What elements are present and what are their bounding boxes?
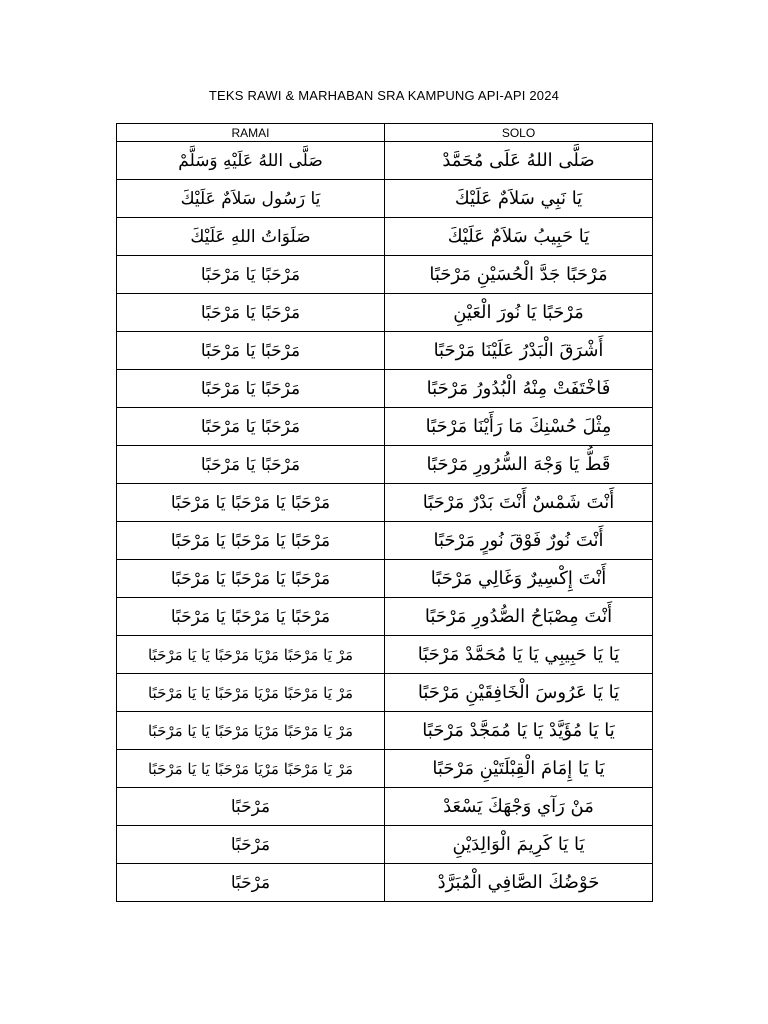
ramai-cell: مَرْحَبًا — [117, 788, 385, 826]
table-row — [117, 218, 653, 256]
ramai-cell: مَرْحَبًا يَا مَرْحَبًا يَا مَرْحَبًا — [117, 598, 385, 636]
document-title: TEKS RAWI & MARHABAN SRA KAMPUNG API-API 2024 — [208, 88, 560, 103]
solo-cell: مِثْلَ حُسْنِكَ مَا رَأَيْنَا مَرْحَبًا — [385, 408, 653, 446]
ramai-cell: مَرْحَبًا يَا مَرْحَبًا — [117, 332, 385, 370]
ramai-cell: مَرْحَبًا يَا مَرْحَبًا يَا مَرْحَبًا — [117, 484, 385, 522]
ramai-cell: مَرْحَبًا — [117, 826, 385, 864]
header-solo: SOLO — [385, 124, 653, 142]
ramai-cell: مَرْ يَا مَرْحَبًا مَرْيَا مَرْحَبًا يَا يَا مَرْحَبًا — [117, 636, 385, 674]
table-row — [117, 256, 653, 294]
solo-cell: يَا يَا حَبِيبِي يَا يَا مُحَمَّدْ مَرْحَبًا — [385, 636, 653, 674]
ramai-cell: يَا رَسُول سَلاَمٌ عَلَيْكَ — [117, 180, 385, 218]
table-row — [117, 408, 653, 446]
solo-cell: مَنْ رَآي وَجْهَكَ يَسْعَدْ — [385, 788, 653, 826]
table-header-row — [117, 124, 653, 142]
table-row — [117, 180, 653, 218]
table-row — [117, 598, 653, 636]
table-row — [117, 560, 653, 598]
lyrics-table — [116, 123, 653, 902]
solo-cell: يَا يَا إِمَامَ الْقِبْلَتَيْنِ مَرْحَبًا — [385, 750, 653, 788]
ramai-cell: مَرْحَبًا يَا مَرْحَبًا — [117, 370, 385, 408]
table-row — [117, 294, 653, 332]
table-row — [117, 636, 653, 674]
solo-cell: أَنْتَ مِصْبَاحُ الصُّدُورِ مَرْحَبًا — [385, 598, 653, 636]
solo-cell: صَلَّى اللهُ عَلَى مُحَمَّدْ — [385, 142, 653, 180]
ramai-cell: مَرْحَبًا يَا مَرْحَبًا يَا مَرْحَبًا — [117, 560, 385, 598]
solo-cell: أَنْتَ نُورٌ فَوْقَ نُورٍ مَرْحَبًا — [385, 522, 653, 560]
header-ramai: RAMAI — [117, 124, 385, 142]
ramai-cell: مَرْحَبًا يَا مَرْحَبًا — [117, 256, 385, 294]
ramai-cell: مَرْحَبًا يَا مَرْحَبًا يَا مَرْحَبًا — [117, 522, 385, 560]
solo-cell: حَوْضُكَ الصَّافِي الْمُبَرَّدْ — [385, 864, 653, 902]
ramai-cell: مَرْ يَا مَرْحَبًا مَرْيَا مَرْحَبًا يَا يَا مَرْحَبًا — [117, 750, 385, 788]
table-row — [117, 712, 653, 750]
table-row — [117, 142, 653, 180]
ramai-cell: صَلَّى اللهُ عَلَيْهِ وَسَلَّمْ — [117, 142, 385, 180]
ramai-cell: مَرْ يَا مَرْحَبًا مَرْيَا مَرْحَبًا يَا يَا مَرْحَبًا — [117, 674, 385, 712]
solo-cell: مَرْحَبًا جَدَّ الْحُسَيْنِ مَرْحَبًا — [385, 256, 653, 294]
solo-cell: يَا يَا عَرُوسَ الْخَافِقَيْنِ مَرْحَبًا — [385, 674, 653, 712]
solo-cell: يَا يَا مُؤَيَّدْ يَا يَا مُمَجَّدْ مَرْحَبًا — [385, 712, 653, 750]
table-row — [117, 826, 653, 864]
table-row — [117, 370, 653, 408]
solo-cell: فَاخْتَفَتْ مِنْهُ الْبُدُورُ مَرْحَبًا — [385, 370, 653, 408]
table-row — [117, 446, 653, 484]
table-row — [117, 674, 653, 712]
table-row — [117, 484, 653, 522]
solo-cell: مَرْحَبًا يَا نُورَ الْعَيْنِ — [385, 294, 653, 332]
solo-cell: يَا حَبِيبُ سَلاَمٌ عَلَيْكَ — [385, 218, 653, 256]
solo-cell: أَشْرَقَ الْبَدْرُ عَلَيْنَا مَرْحَبًا — [385, 332, 653, 370]
ramai-cell: مَرْ يَا مَرْحَبًا مَرْيَا مَرْحَبًا يَا يَا مَرْحَبًا — [117, 712, 385, 750]
table-row — [117, 332, 653, 370]
solo-cell: قَطُّ يَا وَجْهَ السُّرُورِ مَرْحَبًا — [385, 446, 653, 484]
table-row — [117, 788, 653, 826]
ramai-cell: مَرْحَبًا يَا مَرْحَبًا — [117, 408, 385, 446]
solo-cell: أَنْتَ شَمْسٌ أَنْتَ بَدْرٌ مَرْحَبًا — [385, 484, 653, 522]
ramai-cell: مَرْحَبًا يَا مَرْحَبًا — [117, 294, 385, 332]
solo-cell: يَا نَبِي سَلاَمٌ عَلَيْكَ — [385, 180, 653, 218]
solo-cell: يَا يَا كَرِيمَ الْوَالِدَيْنِ — [385, 826, 653, 864]
ramai-cell: صَلَوَاتُ اللهِ عَلَيْكَ — [117, 218, 385, 256]
table-row — [117, 864, 653, 902]
table-row — [117, 750, 653, 788]
table-row — [117, 522, 653, 560]
ramai-cell: مَرْحَبًا يَا مَرْحَبًا — [117, 446, 385, 484]
ramai-cell: مَرْحَبًا — [117, 864, 385, 902]
solo-cell: أَنْتَ إِكْسِيرٌ وَغَالِي مَرْحَبًا — [385, 560, 653, 598]
